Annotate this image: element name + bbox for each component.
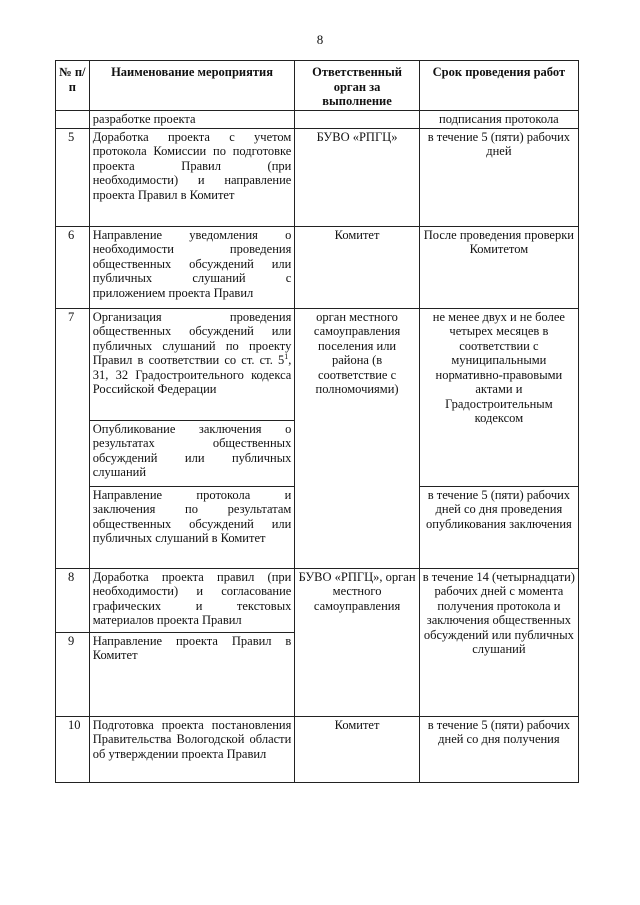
cell-deadline: в течение 14 (четырнадцати) рабочих дней с момента получения протокола и заключения общественных обсуждений или публичных слушаний (419, 568, 578, 716)
cell-name: Направление протокола и заключения по результатам общественных обсуждений или публичных слушаний в Комитет (89, 486, 295, 568)
header-deadline: Срок проведения работ (419, 61, 578, 111)
cell-num (56, 111, 90, 129)
cell-responsible: БУВО «РПГЦ» (295, 128, 419, 226)
table-row (56, 568, 579, 632)
table-row (56, 716, 579, 782)
table-row (56, 226, 579, 308)
cell-num: 6 (56, 226, 90, 308)
cell-name: Направление проекта Правил в Комитет (89, 632, 295, 716)
cell-name-part: , 31, 32 Градостроительного кодекса Российской Федерации (92, 353, 292, 396)
cell-name: Доработка проекта с учетом протокола Комиссии по подготовке проекта Правил (при необходимости) и направление проекта Правил в Комитет (89, 128, 295, 226)
cell-name: Подготовка проекта постановления Правительства Вологодской области об утверждении проекта Правил (89, 716, 295, 782)
cell-deadline: После проведения проверки Комитетом (419, 226, 578, 308)
header-num: № п/п (56, 61, 90, 111)
cell-name-part: Организация проведения общественных обсуждений или публичных слушаний по проекту Правил в соответствии со ст. ст. 5 (92, 309, 292, 367)
cell-responsible: орган местного самоуправления поселения или района (в соответствие с полномочиями) (295, 308, 419, 568)
table-header-row (56, 61, 579, 111)
cell-name (89, 308, 295, 420)
cell-responsible: Комитет (295, 716, 419, 782)
cell-name: Опубликование заключения о результатах общественных обсуждений или публичных слушаний (89, 420, 295, 486)
cell-num: 10 (56, 716, 90, 782)
page-number: 8 (316, 32, 324, 47)
cell-name: Доработка проекта правил (при необходимости) и согласование графических и текстовых материалов проекта Правил (89, 568, 295, 632)
cell-deadline: в течение 5 (пяти) рабочих дней со дня проведения опубликования заключения (419, 486, 578, 568)
table-row (56, 128, 579, 226)
cell-deadline: в течение 5 (пяти) рабочих дней со дня получения (419, 716, 578, 782)
cell-deadline: в течение 5 (пяти) рабочих дней (419, 128, 578, 226)
cell-num: 7 (56, 308, 90, 568)
cell-responsible: Комитет (295, 226, 419, 308)
table-row (56, 111, 579, 129)
cell-name: Направление уведомления о необходимости проведения общественных обсуждений или публичных слушаний с приложением проекта Правил (89, 226, 295, 308)
header-name: Наименование мероприятия (89, 61, 295, 111)
header-responsible: Ответственный орган за выполнение (295, 61, 419, 111)
cell-name: разработке проекта (89, 111, 295, 129)
cell-num: 5 (56, 128, 90, 226)
cell-num: 8 (56, 568, 90, 632)
cell-responsible (295, 111, 419, 129)
cell-num: 9 (56, 632, 90, 716)
cell-deadline: не менее двух и не более четырех месяцев в соответствии с муниципальными нормативно-правовыми актами и Градостроительным кодексом (419, 308, 578, 486)
article-superscript: 1 (284, 351, 289, 361)
table-row (56, 308, 579, 420)
cell-responsible: БУВО «РПГЦ», орган местного самоуправления (295, 568, 419, 716)
events-table (55, 60, 579, 783)
cell-deadline: подписания протокола (419, 111, 578, 129)
